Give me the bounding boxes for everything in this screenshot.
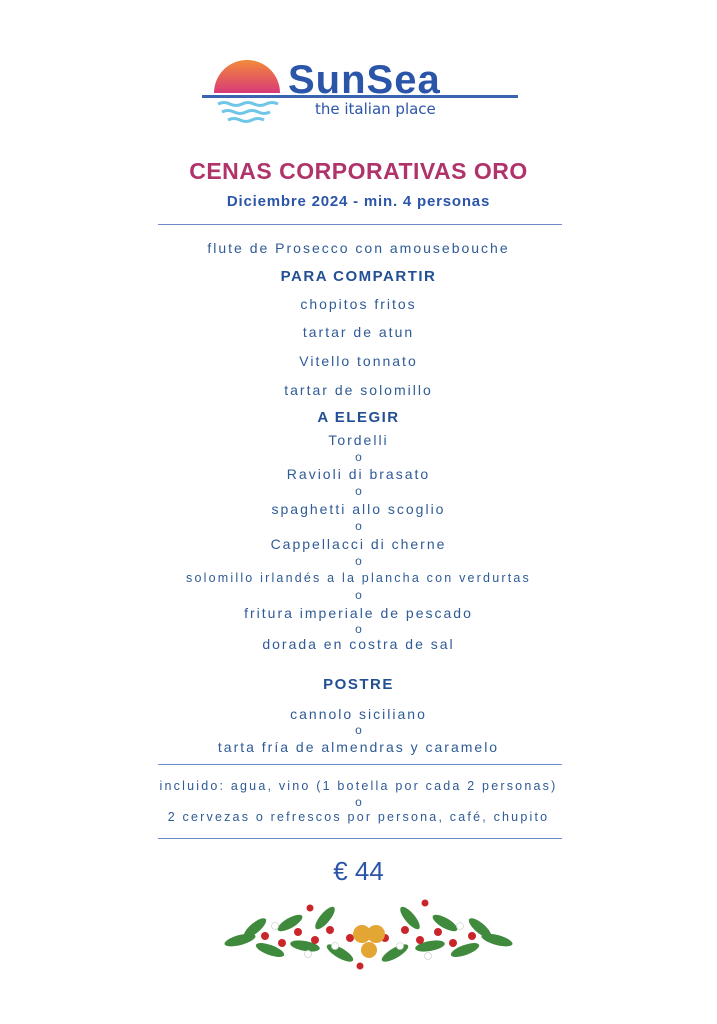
price: € 44 xyxy=(333,856,384,886)
divider xyxy=(158,224,562,225)
or-separator: o xyxy=(355,588,362,602)
aperitif-line: flute de Prosecco con amousebouche xyxy=(207,240,510,256)
menu-item: solomillo irlandés a la plancha con verdurtas xyxy=(186,571,531,585)
menu-item: tartar de atun xyxy=(302,324,415,340)
menu-item: tartar de solomillo xyxy=(284,382,433,398)
menu-item: Ravioli di brasato xyxy=(286,466,431,482)
or-separator: o xyxy=(355,450,362,464)
menu-item: Vitello tonnato xyxy=(299,353,418,369)
menu-item: dorada en costra de sal xyxy=(262,636,455,652)
or-separator: o xyxy=(355,484,362,498)
menu-item: tarta fría de almendras y caramelo xyxy=(217,739,500,755)
brand-tagline: the italian place xyxy=(315,100,436,118)
or-separator: o xyxy=(355,554,362,568)
included-line-2: 2 cervezas o refrescos por persona, café, chupito xyxy=(167,810,550,824)
menu-item: Cappellacci di cherne xyxy=(270,536,447,552)
menu-title: CENAS CORPORATIVAS ORO xyxy=(189,158,528,184)
menu-item: fritura imperiale de pescado xyxy=(244,605,473,621)
share-heading: PARA COMPARTIR xyxy=(280,268,437,285)
menu-item: cannolo siciliano xyxy=(290,706,427,722)
brand-name: SunSea xyxy=(288,58,441,102)
menu-item: Tordelli xyxy=(328,432,389,448)
menu-item: chopitos fritos xyxy=(300,296,417,312)
dessert-heading: POSTRE xyxy=(323,676,394,693)
menu-subtitle: Diciembre 2024 - min. 4 personas xyxy=(226,193,491,210)
or-separator: o xyxy=(355,622,362,636)
christmas-garland-icon xyxy=(210,888,525,988)
divider xyxy=(158,838,562,839)
or-separator: o xyxy=(355,519,362,533)
or-separator: o xyxy=(355,795,362,809)
divider xyxy=(158,764,562,765)
included-line-1: incluido: agua, vino (1 botella por cada 2 personas) xyxy=(159,779,558,793)
or-separator: o xyxy=(355,723,362,737)
menu-item: spaghetti allo scoglio xyxy=(271,501,446,517)
choose-heading: A ELEGIR xyxy=(317,409,400,426)
